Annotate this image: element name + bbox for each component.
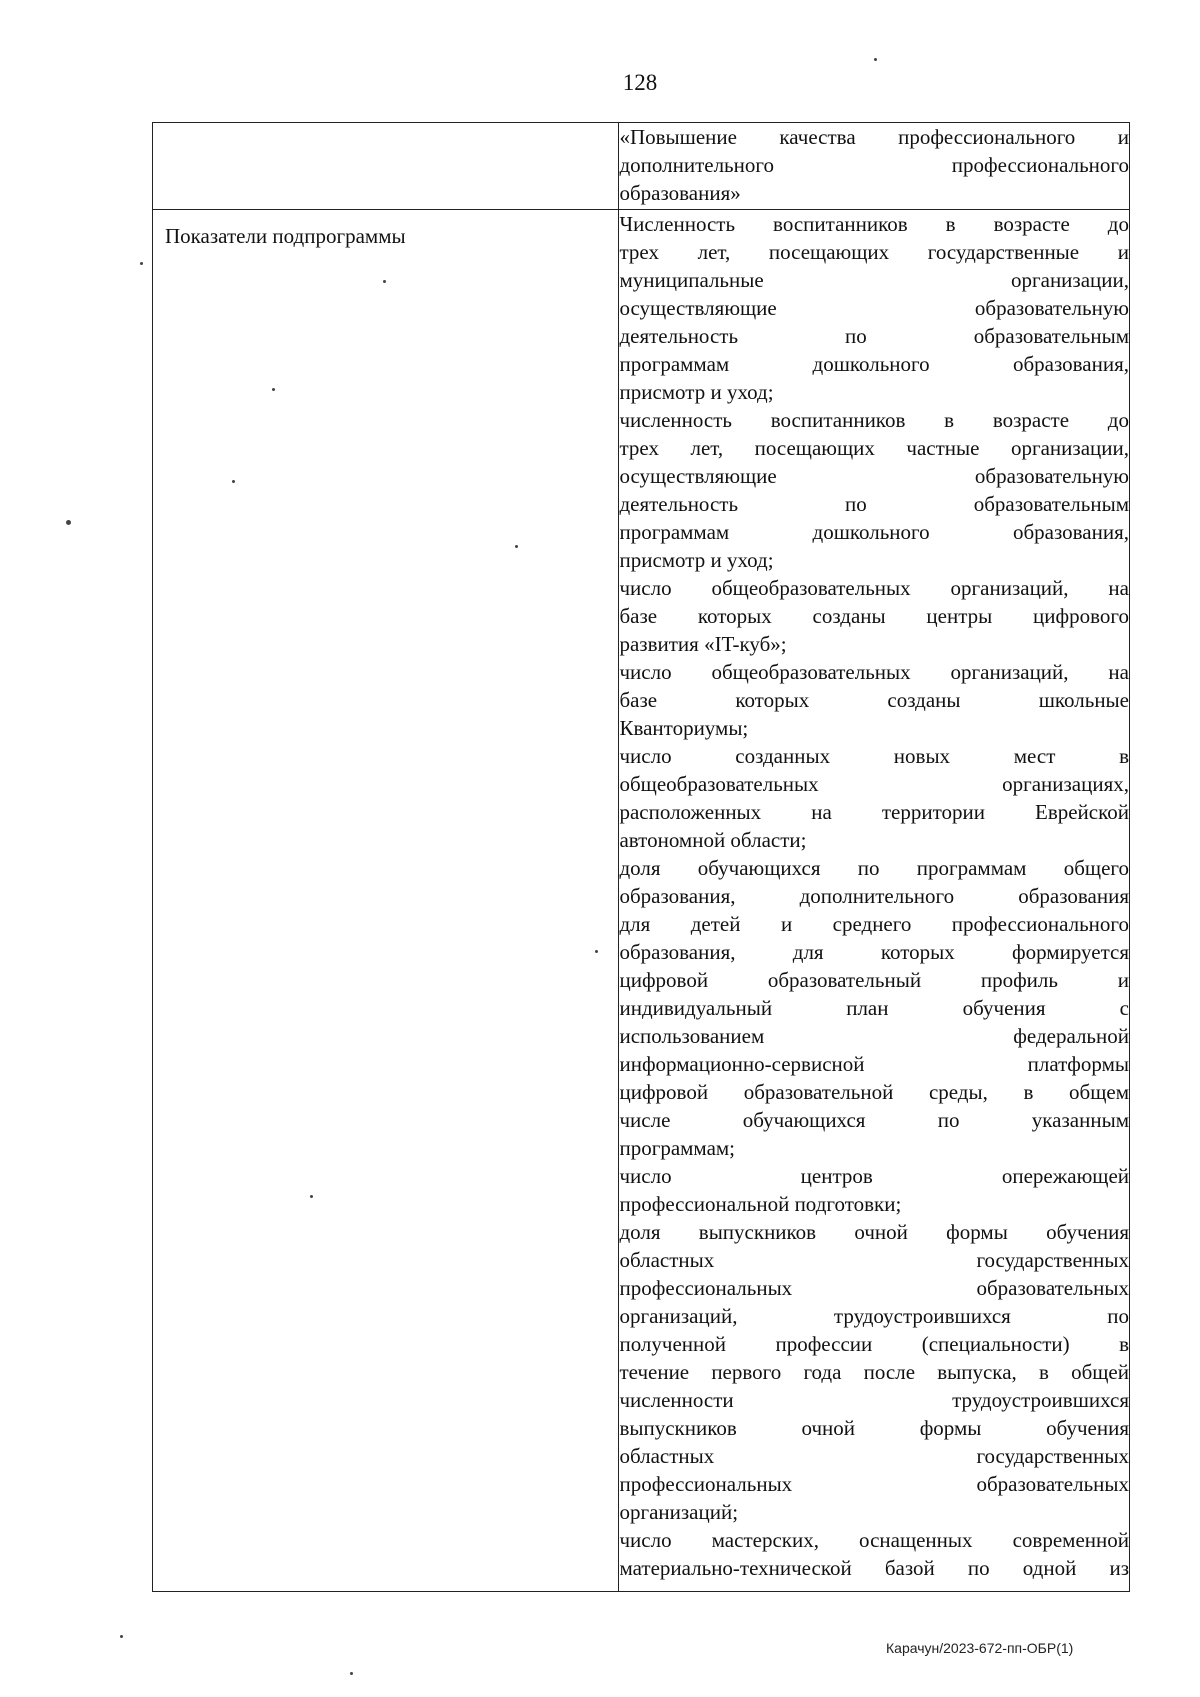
table-header-row xyxy=(153,123,1130,210)
text-line: трех лет, посещающих частные организации, xyxy=(619,436,1129,460)
text-line: программам дошкольного образования, xyxy=(619,520,1129,544)
scan-speck xyxy=(120,1635,123,1638)
text-line: число центров опережающей xyxy=(619,1164,1129,1188)
text-line: материально-технической базой по одной из xyxy=(619,1556,1129,1580)
indicators-value-cell xyxy=(619,210,1130,1592)
scan-speck xyxy=(66,520,71,525)
text-line: деятельность по образовательным xyxy=(619,492,1129,516)
text-line: автономной области; xyxy=(619,828,807,852)
text-line: общеобразовательных организациях, xyxy=(619,772,1129,796)
text-line: течение первого года после выпуска, в общей xyxy=(619,1360,1129,1384)
scan-speck xyxy=(232,480,235,483)
text-line: «Повышение качества профессионального и xyxy=(619,125,1129,149)
text-line: программам дошкольного образования, xyxy=(619,352,1129,376)
scan-speck xyxy=(140,262,143,265)
scan-speck xyxy=(272,388,275,391)
scan-speck xyxy=(874,58,877,61)
text-line: числе обучающихся по указанным xyxy=(619,1108,1129,1132)
text-line: развития «IT-куб»; xyxy=(619,632,787,656)
text-line: численность воспитанников в возрасте до xyxy=(619,408,1129,432)
text-line: доля выпускников очной формы обучения xyxy=(619,1220,1129,1244)
text-line: Кванториумы; xyxy=(619,716,749,740)
text-line: информационно-сервисной платформы xyxy=(619,1052,1129,1076)
text-line: индивидуальный план обучения с xyxy=(619,996,1129,1020)
text-line: профессиональных образовательных xyxy=(619,1276,1129,1300)
scan-speck xyxy=(383,280,386,283)
text-line: полученной профессии (специальности) в xyxy=(619,1332,1129,1356)
text-line: организаций; xyxy=(619,1500,739,1524)
text-line: использованием федеральной xyxy=(619,1024,1129,1048)
text-line: Численность воспитанников в возрасте до xyxy=(619,212,1129,236)
text-line: дополнительного профессионального xyxy=(619,153,1129,177)
text-line: деятельность по образовательным xyxy=(619,324,1129,348)
text-line: образования» xyxy=(619,181,741,205)
text-line: для детей и среднего профессионального xyxy=(619,912,1129,936)
text-line: образования, для которых формируется xyxy=(619,940,1129,964)
scan-speck xyxy=(350,1672,353,1675)
text-line: трех лет, посещающих государственные и xyxy=(619,240,1129,264)
text-line: доля обучающихся по программам общего xyxy=(619,856,1129,880)
text-line: профессиональных образовательных xyxy=(619,1472,1129,1496)
text-line: профессиональной подготовки; xyxy=(619,1192,902,1216)
indicators-list xyxy=(619,210,1129,1582)
text-line: программам; xyxy=(619,1136,736,1160)
text-line: областных государственных xyxy=(619,1248,1129,1272)
text-line: присмотр и уход; xyxy=(619,380,774,404)
header-left-cell xyxy=(153,123,619,210)
text-line: областных государственных xyxy=(619,1444,1129,1468)
text-line: выпускников очной формы обучения xyxy=(619,1416,1129,1440)
text-line: цифровой образовательный профиль и xyxy=(619,968,1129,992)
text-line: число созданных новых мест в xyxy=(619,744,1129,768)
text-line: базе которых созданы школьные xyxy=(619,688,1129,712)
text-line: осуществляющие образовательную xyxy=(619,464,1129,488)
text-line: образования, дополнительного образования xyxy=(619,884,1129,908)
text-line: муниципальные организации, xyxy=(619,268,1129,292)
text-line: численности трудоустроившихся xyxy=(619,1388,1129,1412)
text-line: расположенных на территории Еврейской xyxy=(619,800,1129,824)
scan-speck xyxy=(595,950,598,953)
text-line: число общеобразовательных организаций, на xyxy=(619,576,1129,600)
subprogram-title xyxy=(619,123,1129,207)
header-right-cell xyxy=(619,123,1130,210)
indicators-label: Показатели подпрограммы xyxy=(165,224,406,248)
scan-speck xyxy=(515,545,518,548)
scan-speck xyxy=(310,1195,313,1198)
page-number: 128 xyxy=(622,70,658,95)
text-line: присмотр и уход; xyxy=(619,548,774,572)
text-line: цифровой образовательной среды, в общем xyxy=(619,1080,1129,1104)
program-table xyxy=(152,122,1130,1592)
text-line: число общеобразовательных организаций, на xyxy=(619,660,1129,684)
text-line: организаций, трудоустроившихся по xyxy=(619,1304,1129,1328)
text-line: осуществляющие образовательную xyxy=(619,296,1129,320)
indicators-label-cell xyxy=(153,210,619,1592)
text-line: число мастерских, оснащенных современной xyxy=(619,1528,1129,1552)
document-code: Карачун/2023-672-пп-ОБР(1) xyxy=(886,1640,1074,1656)
text-line: базе которых созданы центры цифрового xyxy=(619,604,1129,628)
indicators-row xyxy=(153,210,1130,1592)
